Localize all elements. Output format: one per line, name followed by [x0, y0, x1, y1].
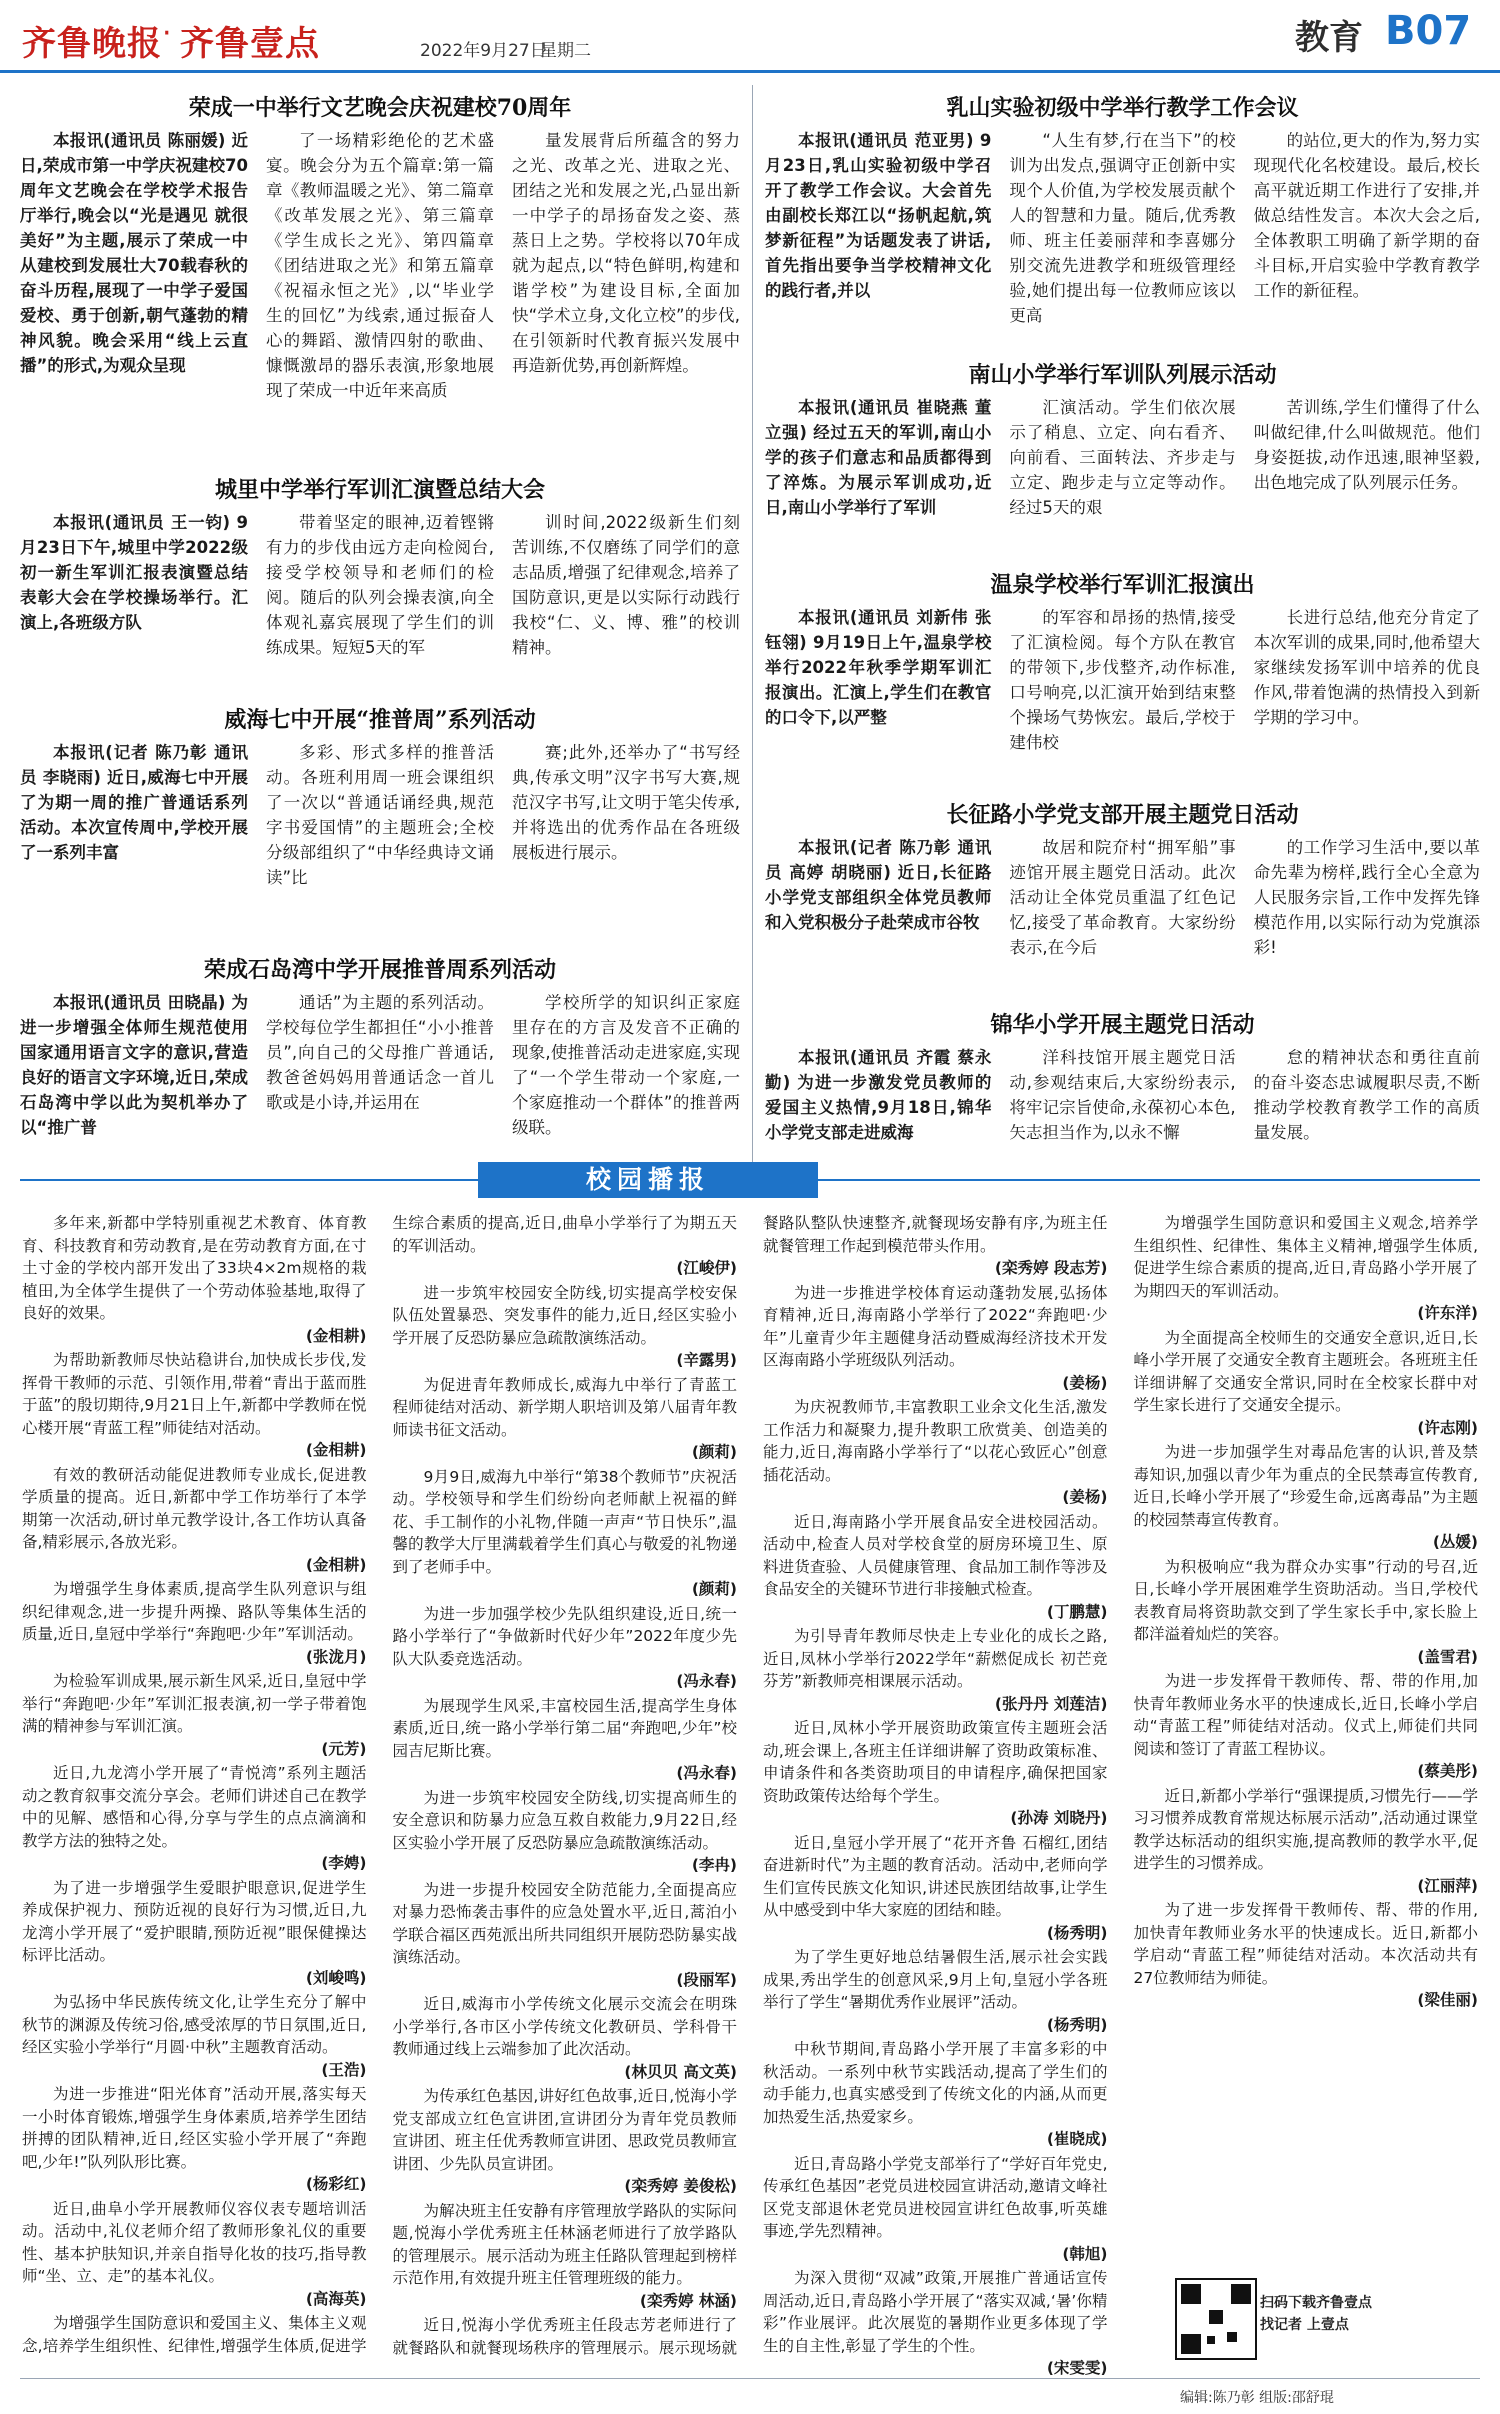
brief-item [22, 1670, 367, 1760]
article-text: 长进行总结,他充分肯定了本次军训的成果,同时,他希望大家继续发扬军训中培养的优良作风,带着饱满的热情投入到新学期的学习中。 [1253, 608, 1480, 727]
brief-text: 为积极响应“我为群众办实事”行动的号召,近日,长峰小学开展困难学生资助活动。当日,学校代表教育局将资助款交到了学生家长手中,家长脸上都洋溢着灿烂的笑容。 [1133, 1557, 1478, 1643]
brief-item [763, 1396, 1108, 1509]
brief-byline: (林贝贝 高文英) [624, 2062, 737, 2081]
article-text: 汇演活动。学生们依次展示了稍息、立定、向右看齐、向前看、三面转法、齐步走与立定、跑步走与立定等动作。经过5天的艰 [1009, 398, 1236, 517]
article-text: 多彩、形式多样的推普活动。各班利用周一班会课组织了一次以“普通话诵经典,规范字书爱国情”的主题班会;全校分级部组织了“中华经典诗文诵读”比 [266, 743, 494, 887]
brief-byline: (梁佳丽) [1417, 1991, 1478, 2009]
brief-text: 近日,威海市小学传统文化展示交流会在明珠小学举行,各市区小学传统文化教研员、学科骨干教师通过线上云端参加了此次活动。 [392, 1995, 737, 2058]
brief-item [1134, 1670, 1479, 1783]
brief-text: 为解决班主任安静有序管理放学路队的实际问题,悦海小学优秀班主任林涵老师进行了放学路队的管理展示。展示活动为班主任路队管理起到榜样示范作用,有效提升班主任管理班级的能力。 [392, 2201, 737, 2287]
article-nanshan-primary [765, 355, 1480, 545]
brief-text: 为进一步发挥骨干教师传、帮、带的作用,加快青年教师业务水平的快速成长,近日,长峰小学启动“青蓝工程”师徒结对活动。仪式上,师徒们共同阅读和签订了青蓝工程协议。 [1133, 1672, 1478, 1758]
brief-item [22, 1991, 367, 2081]
brief-item [22, 1212, 367, 1347]
brief-byline: (丁鹏慧) [1046, 1602, 1108, 1621]
brief-text: 为进一步推进学校体育运动蓬勃发展,弘扬体育精神,近日,海南路小学举行了2022“奔跑吧·少年”儿童青少年主题健身活动暨威海经济技术开发区海南路小学班级队列活动。 [763, 1283, 1108, 1369]
article-text: 本报讯(通讯员 崔晓燕 董立强) 经过五天的军训,南山小学的孩子们意志和品质都得到了淬炼。为展示军训成功,近日,南山小学举行了军训 [765, 398, 992, 517]
article-title: 锦华小学开展主题党日活动 [990, 1012, 1255, 1038]
brief-byline: (栾秀婷 林涵) [639, 2291, 737, 2310]
brand-separator: · [162, 16, 172, 51]
article-title: 南山小学举行军训队列展示活动 [968, 362, 1277, 388]
brief-item [763, 1717, 1108, 1830]
brief-text: 有效的教研活动能促进教师专业成长,促进教学质量的提高。近日,新都中学工作坊举行了本学期第一次活动,研讨单元教学设计,各工作坊认真备备,精彩展示,各放光彩。 [22, 1465, 367, 1551]
brief-text: 近日,凤林小学开展资助政策宣传主题班会活动,班会课上,各班主任详细讲解了资助政策标准、申请条件和各类资助项目的申请程序,确保把国家资助政策传达给每个学生。 [763, 1719, 1108, 1805]
brief-text: 近日,曲阜小学开展教师仪容仪表专题培训活动。活动中,礼仪老师介绍了教师形象礼仪的重要性、基本护肤知识,并亲自指导化妆的技巧,指导教师“坐、立、走”的基本礼仪。 [22, 2199, 367, 2285]
brief-byline: (颜莉) [691, 1580, 737, 1598]
brief-item [1134, 1556, 1479, 1669]
brief-byline: (李冉) [691, 1856, 737, 1874]
brief-item [1134, 1212, 1479, 1325]
brief-item [763, 2267, 1108, 2380]
article-text: 怠的精神状态和勇往直前的奋斗姿态忠诚履职尽责,不断推动学校教育教学工作的高质量发展。 [1253, 1048, 1480, 1142]
brief-item [393, 1787, 738, 1877]
brief-text: 多年来,新都中学特别重视艺术教育、体育教育、科技教育和劳动教育,是在劳动教育方面,在寸土寸金的学校内部开发出了33块4×2m规格的栽植田,为全体学生提供了一个劳动体验基地,取得了良好的效果。 [22, 1214, 367, 1322]
brief-byline: (姜杨) [1062, 1488, 1108, 1506]
brief-text: 为检验军训成果,展示新生风采,近日,皇冠中学举行“奔跑吧·少年”军训汇报表演,初一学子带着饱满的精神参与军训汇演。 [22, 1672, 367, 1735]
brief-item [22, 1877, 367, 1990]
article-text: 量发展背后所蕴含的努力之光、改革之光、进取之光、团结之光和发展之光,凸显出新一中学子的昂扬奋发之姿、蒸蒸日上之势。学校将以70年成就为起点,以“特色鲜明,构建和谐学校”为建设目标,全面加快“学术立身,文化立校”的步伐,在引领新时代教育振兴发展中再造新优势,再创新辉煌。 [512, 131, 740, 375]
article-title: 城里中学举行军训汇演暨总结大会 [214, 477, 545, 503]
brief-byline: (丛媛) [1432, 1533, 1478, 1551]
brief-text: 近日,青岛路小学党支部举行了“学好百年党史,传承红色基因”老党员进校园宣讲活动,邀请文峰社区党支部退休老党员进校园宣讲红色故事,听英雄事迹,学先烈精神。 [763, 2154, 1108, 2240]
article-text: 洋科技馆开展主题党日活动,参观结束后,大家纷纷表示,将牢记宗旨使命,永葆初心本色,矢志担当作为,以永不懈 [1009, 1048, 1236, 1142]
brief-byline: (金相耕) [305, 1555, 367, 1574]
brief-byline: (段丽军) [676, 1970, 737, 1989]
brief-text: 近日,九龙湾小学开展了“青悦湾”系列主题活动之教育叙事交流分享会。老师们讲述自己在教学中的见解、感悟和心得,分享与学生的点点滴滴和教学方法的独特之处。 [22, 1764, 367, 1850]
brief-text: 为进一步筑牢校园安全防线,切实提高师生的安全意识和防暴力应急互救自救能力,9月22日,经区实验小学开展了反恐防暴应急疏散演练活动。 [392, 1788, 737, 1852]
brief-text: 进一步筑牢校园安全防线,切实提高学校安保队伍处置暴恐、突发事件的能力,近日,经区实验小学开展了反恐防暴应急疏散演练活动。 [392, 1283, 737, 1347]
article-text: 的站位,更大的作为,努力实现现代化名校建设。最后,校长高平就近期工作进行了安排,并做总结性发言。本次大会之后,全体教职工明确了新学期的奋斗目标,开启实验中学教育教学工作的新征程。 [1253, 131, 1480, 300]
brief-text: 9月9日,威海九中举行“第38个教师节”庆祝活动。学校领导和学生们纷纷向老师献上祝福的鲜花、手工制作的小礼物,伴随一声声“节日快乐”,温馨的教学大厅里满载着学生们真心与敬爱的礼物递到了老师手中。 [392, 1467, 737, 1576]
brief-byline: (张泷月) [305, 1647, 367, 1666]
brief-text: 为了进一步发挥骨干教师传、帮、带的作用,加快青年教师业务水平的快速成长。近日,新都小学启动“青蓝工程”师徒结对活动。本次活动共有27位教师结为师徒。 [1133, 1901, 1478, 1987]
article-title: 长征路小学党支部开展主题党日活动 [946, 802, 1299, 828]
article-rushan-experimental [765, 88, 1480, 338]
brief-item [393, 1879, 738, 1992]
brief-text: 为弘扬中华民族传统文化,让学生充分了解中秋节的渊源及传统习俗,感受浓厚的节日氛围,近日,经区实验小学举行“月圆·中秋”主题教育活动。 [22, 1993, 367, 2056]
brief-text: 为展现学生风采,丰富校园生活,提高学生身体素质,近日,统一路小学举行第二届“奔跑吧,少年”校园吉尼斯比赛。 [392, 1696, 737, 1760]
brief-text: 为了学生更好地总结暑假生活,展示社会实践成果,秀出学生的创意风采,9月上旬,皇冠小学各班举行了学生“暑期优秀作业展评”活动。 [763, 1948, 1108, 2011]
article-chengli-middle [20, 470, 740, 660]
brief-byline: (颜莉) [691, 1443, 737, 1461]
qr-code[interactable] [1175, 2278, 1257, 2360]
section-banner [0, 1160, 1500, 1200]
brief-byline: (江峻伊) [676, 1259, 737, 1277]
brief-item [393, 2200, 738, 2313]
brief-byline: (栾秀婷 姜俊松) [624, 2177, 737, 2195]
article-text: 本报讯(通讯员 范亚男) 9月23日,乳山实验初级中学召开了教学工作会议。大会首先由副校长郑江以“扬帆起航,筑梦新征程”为话题发表了讲话,首先指出要争当学校精神文化的践行者,并以 [765, 131, 992, 300]
article-text: 通话”为主题的系列活动。学校每位学生都担任“小小推普员”,向自己的父母推广普通话,教爸爸妈妈用普通话念一首儿歌或是小诗,并运用在 [266, 993, 494, 1112]
brief-item [393, 2085, 738, 2198]
brief-item [763, 1946, 1108, 2036]
brief-byline: (栾秀婷 段志芳) [994, 1259, 1108, 1277]
article-text: “人生有梦,行在当下”的校训为出发点,强调守正创新中实现个人价值,为学校发展贡献个人的智慧和力量。随后,优秀教师、班主任姜丽萍和李喜娜分别交流先进教学和班级管理经验,她们提出每一位教师应该以更高 [1009, 131, 1236, 325]
brief-item [22, 1349, 367, 1462]
brief-byline: (杨彩红) [305, 2175, 367, 2193]
article-text: 本报讯(记者 陈乃彰 通讯员 李晓雨) 近日,威海七中开展了为期一周的推广普通话系列活动。本次宣传周中,学校开展了一系列丰富 [20, 743, 248, 862]
article-text: 苦训练,学生们懂得了什么叫做纪律,什么叫做规范。他们身姿挺拔,动作迅速,眼神坚毅,出色地完成了队列展示任务。 [1253, 398, 1480, 492]
banner-label: 校园播报 [478, 1162, 818, 1198]
article-text: 赛;此外,还举办了“书写经典,传承文明”汉字书写大赛,规范汉字书写,让文明于笔尖传承,并将选出的优秀作品在各班级展板进行展示。 [512, 743, 740, 862]
brief-item [22, 1762, 367, 1875]
brief-item [763, 2038, 1108, 2151]
brief-byline: (金相耕) [305, 1441, 367, 1459]
article-text: 本报讯(记者 陈乃彰 通讯员 高婷 胡晓丽) 近日,长征路小学党支部组织全体党员教师和入党积极分子赴荣成市谷牧 [765, 838, 992, 932]
article-text: 带着坚定的眼神,迈着铿锵有力的步伐由远方走向检阅台,接受学校领导和老师们的检阅。随后的队列会操表演,向全体观礼嘉宾展现了学生们的训练成果。短短5天的军 [266, 513, 494, 657]
brief-text: 为促进青年教师成长,威海九中举行了青蓝工程师徒结对活动、新学期人职培训及第八届青年教师读书征文活动。 [392, 1375, 737, 1439]
brief-item [22, 1464, 367, 1577]
brief-item [393, 1282, 738, 1372]
brief-byline: (韩旭) [1062, 2244, 1108, 2263]
brief-byline: (江丽萍) [1417, 1876, 1478, 1895]
brief-text: 为传承红色基因,讲好红色故事,近日,悦海小学党支部成立红色宣讲团,宣讲团分为青年党员教师宣讲团、班主任优秀教师宣讲团、思政党员教师宣讲团、少先队员宣讲团。 [392, 2087, 737, 2173]
brief-item [1134, 1899, 1479, 2012]
brief-text: 为深入贯彻“双减”政策,开展推广普通话宣传周活动,近日,青岛路小学开展了“落实双减,‘暑’你精彩”作业展评。此次展览的暑期作业更多体现了学生的自主性,彰显了学生的个性。 [763, 2269, 1108, 2355]
campus-briefs [22, 1212, 1478, 2382]
brief-byline: (盖雪君) [1417, 1647, 1478, 1666]
brief-text: 为进一步推进“阳光体育”活动开展,落实每天一小时体育锻炼,增强学生身体素质,培养学生团结拼搏的团队精神,近日,经区实验小学开展了“奔跑吧,少年!”队列队形比赛。 [22, 2085, 367, 2171]
brief-text: 近日,悦海小学优秀班主任段志芳老师进行了就餐路队和就餐现场秩序的管理展示。展示现场就餐路队整队快速整齐,就餐现场安静有序,为班主任就餐管理工作起到模范带头作用。 [392, 1214, 1108, 2357]
brief-text: 为进一步提升校园安全防范能力,全面提高应对暴力恐怖袭击事件的应急处置水平,近日,蒿泊小学联合福区西苑派出所共同组织开展防恐防暴实战演练活动。 [392, 1880, 737, 1966]
article-text: 本报讯(通讯员 齐霞 蔡永勤) 为进一步激发党员教师的爱国主义热情,9月18日,锦华小学党支部走进威海 [765, 1048, 992, 1142]
brief-byline: (宋雯雯) [1046, 2359, 1108, 2377]
article-text: 本报讯(通讯员 田晓晶) 为进一步增强全体师生规范使用国家通用语言文字的意识,营造良好的语言文字环境,近日,荣成石岛湾中学以此为契机举办了以“推广普 [20, 993, 248, 1137]
brief-item [1134, 1441, 1479, 1554]
brief-text: 近日,皇冠小学开展了“花开齐鲁 石榴红,团结奋进新时代”为主题的教育活动。活动中,老师向学生们宣传民族文化知识,讲述民族团结故事,让学生从中感受到中华大家庭的团结和睦。 [763, 1833, 1108, 1919]
qr-caption-download: 扫码下载齐鲁壹点 [1260, 2295, 1372, 2311]
article-title: 荣成一中举行文艺晚会庆祝建校70周年 [188, 95, 572, 121]
article-jinhua-primary [765, 1005, 1480, 1155]
brief-byline: (元芳) [321, 1739, 367, 1758]
brief-item [763, 1511, 1108, 1624]
article-text: 本报讯(通讯员 刘新伟 张钰翎) 9月19日上午,温泉学校举行2022年秋季学期军训汇报演出。汇演上,学生们在教官的口令下,以严整 [765, 608, 992, 727]
article-text: 的军容和昂扬的热情,接受了汇演检阅。每个方队在教官的带领下,步伐整齐,动作标准,口号响亮,以汇演开始到结束整个操场气势恢宏。最后,学校于建伟校 [1009, 608, 1236, 752]
brief-item [22, 2198, 367, 2311]
article-wenquan-school [765, 565, 1480, 770]
brief-item [393, 1993, 738, 2083]
masthead [0, 0, 1500, 72]
brief-text: 为全面提高全校师生的交通安全意识,近日,长峰小学开展了交通安全教育主题班会。各班班主任详细讲解了交通安全常识,同时在全校家长群中对学生家长进行了交通安全提示。 [1133, 1328, 1478, 1414]
brief-text: 中秋节期间,青岛路小学开展了丰富多彩的中秋活动。一系列中秋节实践活动,提高了学生们的动手能力,也真实感受到了传统文化的内涵,从而更加热爱生活,热爱家乡。 [763, 2040, 1108, 2126]
brief-item [393, 1466, 738, 1601]
article-text: 故居和院夼村“拥军船”事迹馆开展主题党日活动。此次活动让全体党员重温了红色记忆,接受了革命教育。大家纷纷表示,在今后 [1009, 838, 1236, 957]
brief-item [1134, 1327, 1479, 1440]
article-changzhenglu-primary [765, 795, 1480, 985]
brief-byline: (金相耕) [305, 1326, 367, 1345]
brief-byline: (高海英) [305, 2289, 367, 2308]
brief-byline: (许东洋) [1417, 1304, 1478, 1322]
article-shidaowan [20, 950, 740, 1155]
article-text: 本报讯(通讯员 王一钧) 9月23日下午,城里中学2022级初一新生军训汇报表演暨总结表彰大会在学校操场举行。汇演上,各班级方队 [20, 513, 248, 632]
brief-item [393, 1603, 738, 1693]
brief-byline: (辛露男) [676, 1351, 737, 1369]
article-title: 温泉学校举行军训汇报演出 [990, 572, 1255, 598]
brief-item [393, 1374, 738, 1464]
footer-rule [20, 2378, 1480, 2379]
article-text: 的工作学习生活中,要以革命先辈为榜样,践行全心全意为人民服务宗旨,工作中发挥先锋模范作用,以实际行动为党旗添彩! [1253, 838, 1480, 957]
brief-byline: (姜杨) [1062, 1373, 1108, 1392]
issue-date: 2022年9月27日 [420, 41, 547, 61]
masthead-rule [0, 70, 1500, 73]
article-rongcheng-no1 [20, 88, 740, 400]
article-text: 本报讯(通讯员 陈丽媛) 近日,荣成市第一中学庆祝建校70周年文艺晚会在学校学术报告厅举行,晚会以“光是遇见 就很美好”为主题,展示了荣成一中从建校到发展壮大70载春秋的奋斗历程,展现了一中学子爱国爱校、勇于创新,朝气蓬勃的精神风貌。晚会采用“线上云直播”的形式,为观众呈现 [20, 131, 248, 375]
article-weihai-no7 [20, 700, 740, 910]
brief-item [763, 1625, 1108, 1715]
brief-item [763, 1282, 1108, 1395]
qr-caption-reporter: 找记者 上壹点 [1260, 2317, 1349, 2333]
article-title: 荣成石岛湾中学开展推普周系列活动 [203, 957, 556, 983]
editor-credits: 编辑:陈乃彰 组版:邵舒琨 [1180, 2390, 1334, 2406]
brief-item [393, 1695, 738, 1785]
column-divider [752, 85, 753, 1165]
brief-byline: (冯永春) [676, 1764, 737, 1782]
brief-item [1134, 1785, 1479, 1898]
article-text: 训时间,2022级新生们刻苦训练,不仅磨练了同学们的意志品质,增强了纪律观念,培养了国防意识,更是以实际行动践行我校“仁、义、博、雅”的校训精神。 [512, 513, 740, 657]
brief-byline: (杨秀明) [1046, 2015, 1108, 2034]
brief-byline: (王浩) [321, 2060, 367, 2079]
article-text: 学校所学的知识纠正家庭里存在的方言及发音不正确的现象,使推普活动走进家庭,实现了“一个学生带动一个家庭,一个家庭推动一个群体”的推普两级联。 [512, 993, 740, 1137]
brief-byline: (冯永春) [676, 1672, 737, 1690]
brief-text: 为进一步加强学校少先队组织建设,近日,统一路小学举行了“争做新时代好少年”2022年度少先队大队委竞选活动。 [392, 1604, 737, 1668]
section-name: 教育 [1295, 18, 1363, 58]
brief-item [22, 1578, 367, 1668]
brief-byline: (崔晓成) [1046, 2130, 1108, 2148]
brief-text: 为引导青年教师尽快走上专业化的成长之路,近日,凤林小学举行2022学年“薪燃促成长 初芒竞芬芳”新教师亮相课展示活动。 [763, 1627, 1108, 1690]
brief-text: 为了进一步增强学生爱眼护眼意识,促进学生养成保护视力、预防近视的良好行为习惯,近日,九龙湾小学开展了“爱护眼睛,预防近视”眼保健操达标评比活动。 [22, 1878, 367, 1964]
article-title: 威海七中开展“推普周”系列活动 [224, 707, 536, 733]
brief-byline: (李娉) [321, 1854, 367, 1872]
brief-text: 为增强学生国防意识和爱国主义观念,培养学生组织性、纪律性、集体主义精神,增强学生体质,促进学生综合素质的提高,近日,青岛路小学开展了为期四天的军训活动。 [1133, 1214, 1478, 1300]
brief-byline: (许志刚) [1417, 1418, 1478, 1437]
brief-item [763, 2153, 1108, 2266]
brief-item [763, 1832, 1108, 1945]
issue-weekday: 星期二 [540, 41, 591, 61]
brief-text: 为帮助新教师尽快站稳讲台,加快成长步伐,发挥骨干教师的示范、引领作用,带着“青出于蓝而胜于蓝”的殷切期待,9月21日上午,新都中学教师在悦心楼开展“青蓝工程”师徒结对活动。 [22, 1351, 367, 1437]
brief-item [22, 2083, 367, 2196]
brief-byline: (刘峻鸣) [305, 1968, 367, 1987]
brief-text: 近日,新都小学举行“强课提质,习惯先行——学习习惯养成教育常规达标展示活动”,活动通过课堂教学达标活动的组织实施,提高教师的教学水平,促进学生的习惯养成。 [1133, 1786, 1478, 1872]
brief-text: 为进一步加强学生对毒品危害的认识,普及禁毒知识,加强以青少年为重点的全民禁毒宣传教育,近日,长峰小学开展了“珍爱生命,远离毒品”为主题的校园禁毒宣传教育。 [1133, 1443, 1478, 1529]
brand-logo-qilu-yidian: 齐鲁壹点 [180, 24, 320, 64]
brief-text: 近日,海南路小学开展食品安全进校园活动。活动中,检查人员对学校食堂的厨房环境卫生、原料进货查验、人员健康管理、食品加工制作等涉及食品安全的关键环节进行非接触式检查。 [763, 1512, 1108, 1598]
article-text: 了一场精彩绝伦的艺术盛宴。晚会分为五个篇章:第一篇章《教师温暖之光》、第二篇章《改革发展之光》、第三篇章《学生成长之光》、第四篇章《团结进取之光》和第五篇章《祝福永恒之光》,以“毕业学生的回忆”为线索,通过振奋人心的舞蹈、激情四射的歌曲、慷慨激昂的器乐表演,形象地展现了荣成一中近年来高质 [266, 131, 494, 400]
brief-byline: (张丹丹 刘莲洁) [994, 1694, 1108, 1713]
brand-logo-qilu-evening-news: 齐鲁晚报 [22, 24, 162, 64]
page-number: B07 [1385, 8, 1472, 54]
brief-text: 为增强学生身体素质,提高学生队列意识与组织纪律观念,进一步提升两操、路队等集体生活的质量,近日,皇冠中学举行“奔跑吧·少年”军训活动。 [22, 1580, 367, 1643]
brief-byline: (杨秀明) [1046, 1923, 1108, 1942]
brief-text: 为增强学生国防意识和爱国主义、集体主义观念,培养学生组织性、纪律性,增强学生体质,促进学生综合素质的提高,近日,曲阜小学举行了为期五天的军训活动。 [22, 1214, 737, 2355]
brief-text: 为庆祝教师节,丰富教职工业余文化生活,激发工作活力和凝聚力,提升教职工欣赏美、创造美的能力,近日,海南路小学举行了“以花心致匠心”创意插花活动。 [763, 1398, 1108, 1484]
article-title: 乳山实验初级中学举行教学工作会议 [946, 95, 1299, 121]
brief-byline: (蔡美彤) [1417, 1762, 1478, 1780]
brief-byline: (孙涛 刘晓丹) [1010, 1809, 1108, 1827]
